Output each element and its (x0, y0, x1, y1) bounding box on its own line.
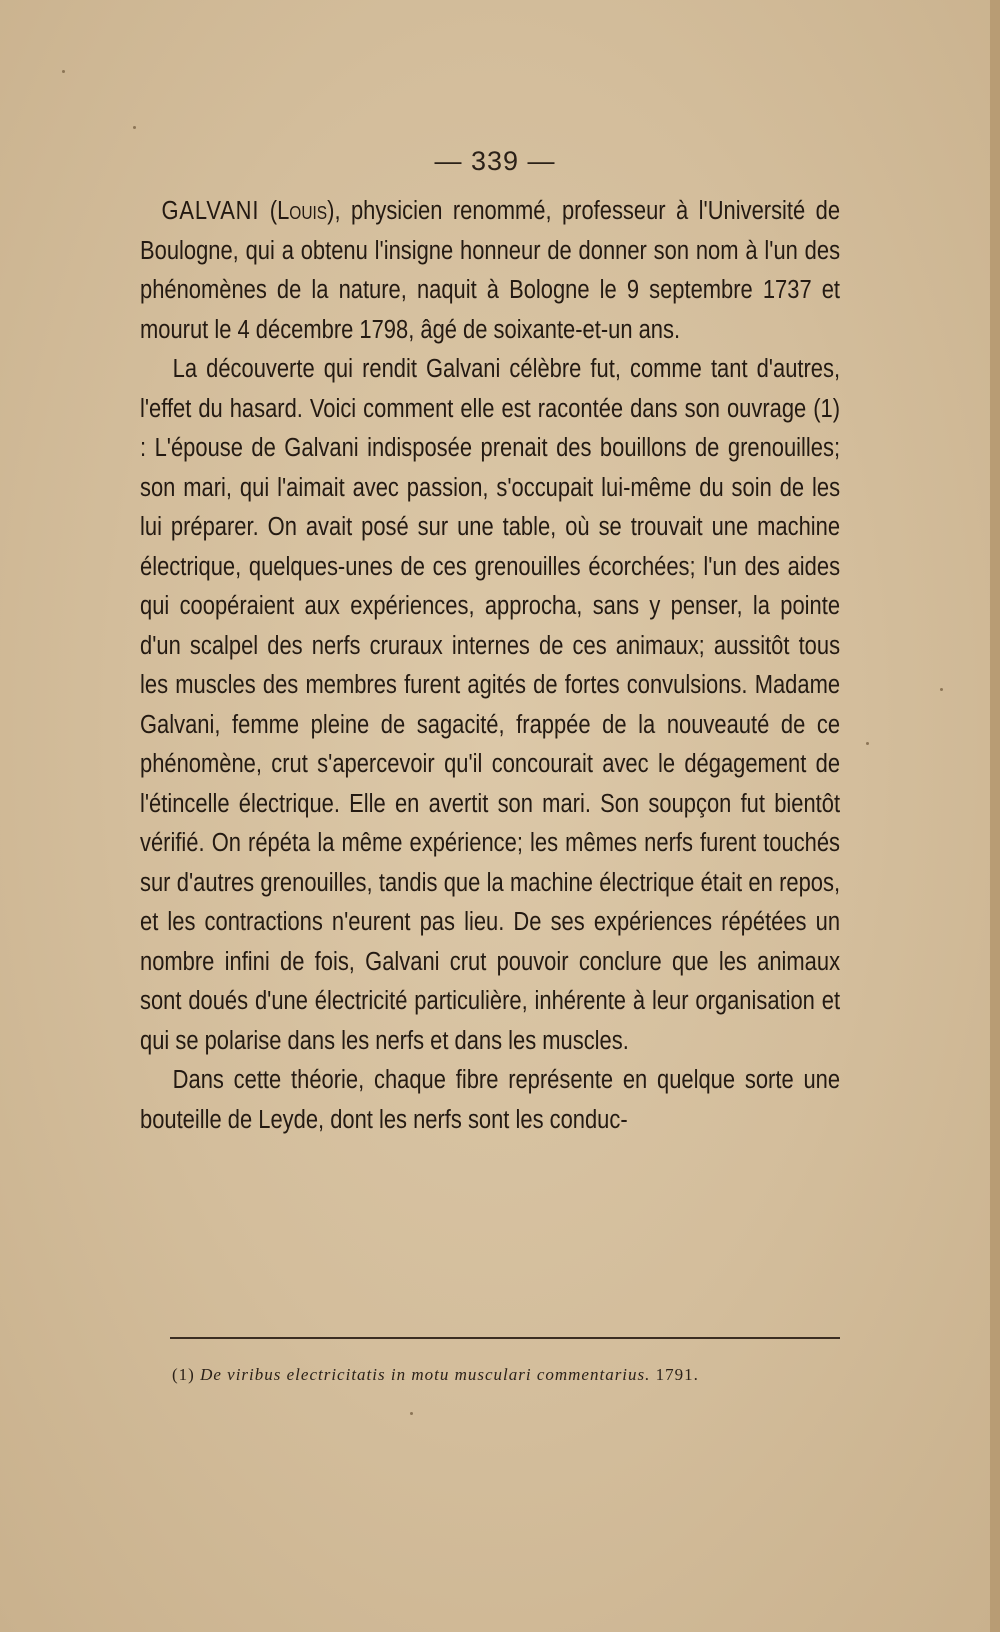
page-edge (990, 0, 1000, 1632)
footnote-marker: (1) (172, 1365, 195, 1384)
paper-speck (62, 70, 65, 73)
paragraph-1 (140, 192, 840, 350)
paragraph-1-text: , physicien renommé, professeur à l'Université de Boulogne, qui a obtenu l'insigne honneur de donner son nom à l'un des phénomènes de la nature, naquit à Bologne le 9 septembre 1737 et mourut le 4 décembre 1798, âgé de soixante-et-un ans. (140, 197, 841, 344)
paper-speck (866, 742, 869, 745)
paper-speck (410, 1412, 413, 1415)
footnote-year: 1791. (655, 1365, 699, 1384)
page-number: — 339 — (434, 146, 556, 176)
footnote-rule (170, 1337, 840, 1339)
paper-speck (133, 126, 136, 129)
body-text (140, 192, 840, 1140)
footnote (172, 1365, 699, 1385)
paragraph-2: La découverte qui rendit Galvani célèbre fut, comme tant d'autres, l'effet du hasard. Voici comment elle est racontée dans son ouvrage (1) : L'épouse de Galvani indisposée prenait des bouillons de grenouilles; son mari, qui l'aimait avec passion, s'occupait lui-même du soin de les lui préparer. On avait posé sur une table, où se trouvait une machine électrique, quelques-unes de ces grenouilles écorchées; l'un des aides qui coopéraient aux expériences, approcha, sans y penser, la pointe d'un scalpel des nerfs cruraux internes de ces animaux; aussitôt tous les muscles des membres furent agités de fortes convulsions. Madame Galvani, femme pleine de sagacité, frappée de la nouveauté de ce phénomène, crut s'apercevoir qu'il concourait avec le dégagement de l'étincelle électrique. Elle en avertit son mari. Son soupçon fut bientôt vérifié. On répéta la même expérience; les mêmes nerfs furent touchés sur d'autres grenouilles, tandis que la machine électrique était en repos, et les contractions n'eurent pas lieu. De ses expériences répétées un nombre infini de fois, Galvani crut pouvoir conclure que les animaux sont doués d'une électricité particulière, inhérente à leur organisation et qui se polarise dans les nerfs et dans les muscles. (140, 355, 841, 1055)
paragraph-3: Dans cette théorie, chaque fibre représente en quelque sorte une bouteille de Leyde, dont les nerfs sont les conduc- (140, 1066, 841, 1134)
entry-name: GALVANI (161, 197, 260, 225)
paper-speck (940, 688, 943, 691)
entry-first-name: (Louis) (269, 197, 335, 225)
footnote-title: De viribus electricitatis in motu musculari commentarius. (200, 1365, 651, 1384)
